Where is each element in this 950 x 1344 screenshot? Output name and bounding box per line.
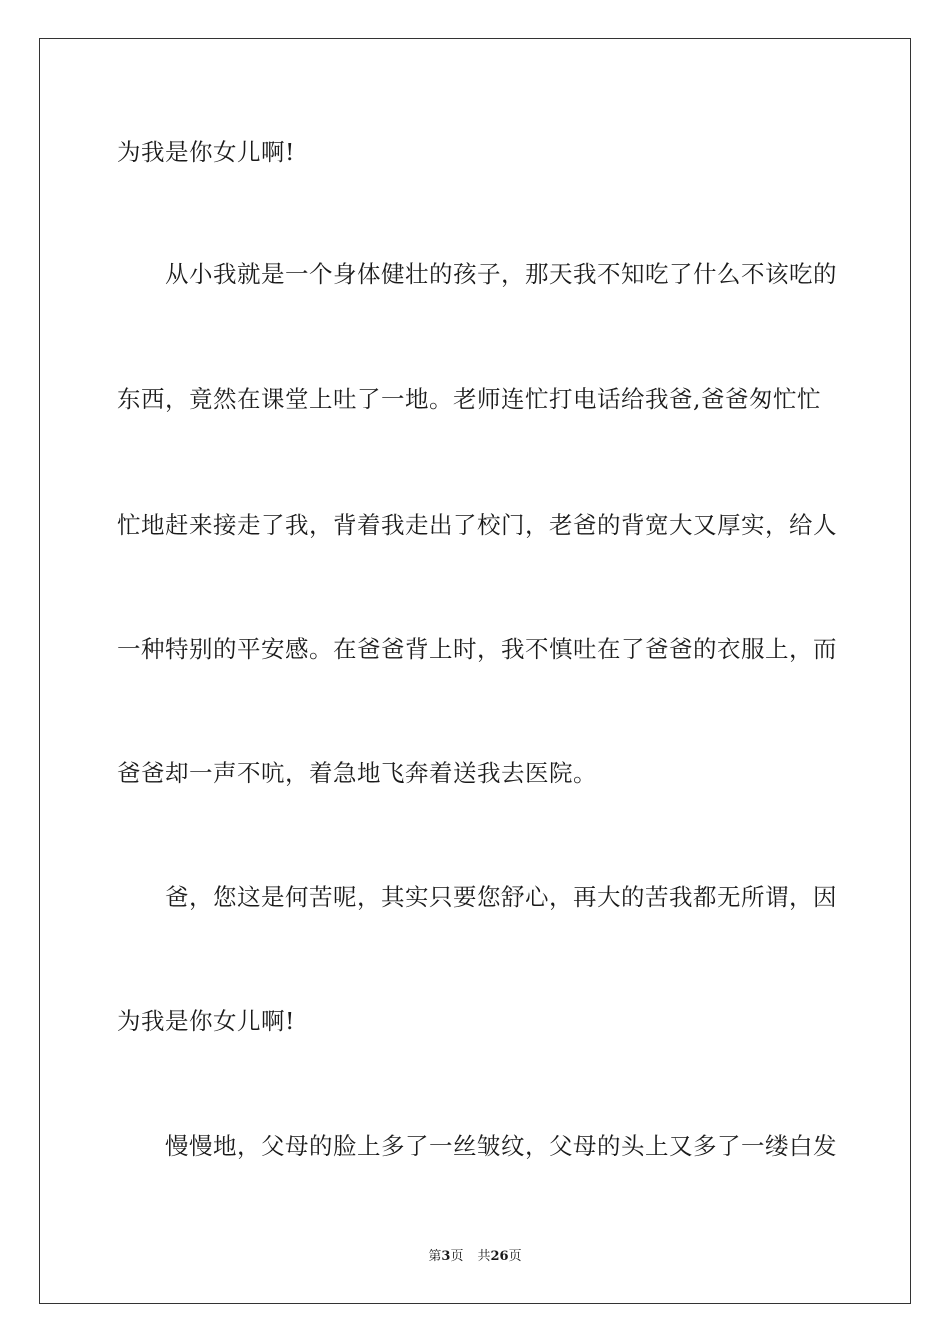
page-border xyxy=(39,38,911,1304)
text-line-7: 爸，您这是何苦呢，其实只要您舒心，再大的苦我都无所谓，因 xyxy=(165,883,837,911)
total-prefix: 共 xyxy=(477,1249,491,1264)
total-suffix: 页 xyxy=(508,1249,522,1264)
text-line-9: 慢慢地，父母的脸上多了一丝皱纹，父母的头上又多了一缕白发 xyxy=(165,1132,837,1160)
text-line-2: 从小我就是一个身体健壮的孩子，那天我不知吃了什么不该吃的 xyxy=(165,260,837,288)
page-prefix: 第 xyxy=(428,1249,442,1264)
text-line-8: 为我是你女儿啊! xyxy=(117,1007,295,1035)
text-line-6: 爸爸却一声不吭，着急地飞奔着送我去医院。 xyxy=(117,759,597,787)
text-line-1: 为我是你女儿啊! xyxy=(117,138,295,166)
page-number: 3 xyxy=(441,1249,451,1264)
text-line-3: 东西，竟然在课堂上吐了一地。老师连忙打电话给我爸,爸爸匆忙忙 xyxy=(117,385,821,413)
page-suffix: 页 xyxy=(450,1249,464,1264)
total-pages: 26 xyxy=(490,1249,509,1264)
text-line-5: 一种特别的平安感。在爸爸背上时，我不慎吐在了爸爸的衣服上，而 xyxy=(117,635,837,663)
text-line-4: 忙地赶来接走了我，背着我走出了校门，老爸的背宽大又厚实，给人 xyxy=(117,511,837,539)
page-footer xyxy=(0,1248,950,1266)
